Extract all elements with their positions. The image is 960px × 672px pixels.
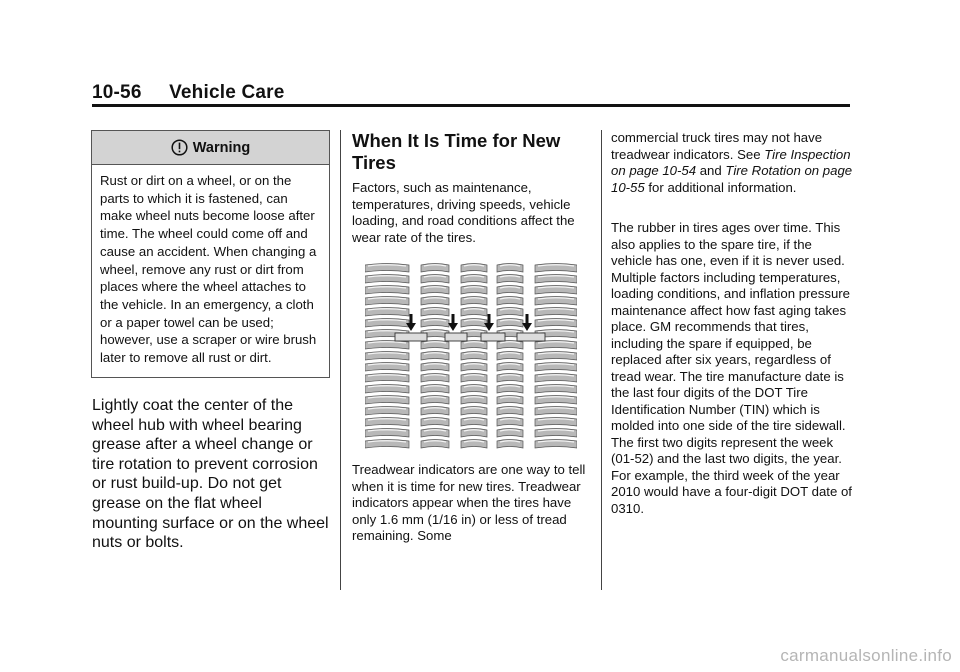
treadwear-bar bbox=[395, 333, 427, 341]
col3-text-and: and bbox=[696, 163, 726, 178]
warning-icon bbox=[171, 139, 188, 156]
column-divider-2 bbox=[601, 130, 602, 590]
indicator-arrow-icon bbox=[448, 323, 458, 331]
col1-body: Lightly coat the center of the wheel hub with wheel bearing grease after a wheel change or tire rotation to prevent corrosion or rust build-up. Do not get grease on the flat wheel mounting surface or on the wheel nuts or bolts. bbox=[92, 397, 329, 552]
warning-title: Warning bbox=[192, 139, 251, 156]
treadwear-bar bbox=[481, 333, 505, 341]
indicator-arrow-shaft bbox=[410, 314, 413, 324]
col3-para-1 bbox=[611, 130, 856, 196]
section-title: Vehicle Care bbox=[169, 82, 285, 103]
warning-box bbox=[91, 130, 330, 378]
tire-inspection-link[interactable]: Tire Inspection on page 10-54 bbox=[611, 146, 851, 178]
col3-para-2: The rubber in tires ages over time. This also applies to the spare tire, if the vehicle has one, even if it is never used. Multiple factors including temperatures, loading conditions, and inflation pressure maintenance affect how fast aging takes place. GM recommends that tires, including the spare if equipped, be replaced after six years, regardless of tread wear. The tire manufacture date is the last four digits of the DOT Tire Identification Number (TIN) which is molded into one side of the tire sidewall. The first two digits represent the week (01-52) and the last two digits, the year. For example, the third week of the year 2010 would have a four-digit DOT date of 0310. bbox=[611, 220, 852, 516]
page-header bbox=[92, 82, 285, 104]
treadwear-indicator-illustration bbox=[365, 262, 577, 450]
col3-text-b: for additional information. bbox=[644, 179, 797, 195]
indicator-arrow-shaft bbox=[452, 314, 455, 324]
column-divider-1 bbox=[340, 130, 341, 590]
indicator-arrow-shaft bbox=[488, 314, 491, 324]
treadwear-bar bbox=[445, 333, 467, 341]
header-rule bbox=[92, 104, 850, 107]
page-number: 10-56 bbox=[92, 82, 142, 103]
col2-para-2: Treadwear indicators are one way to tell when it is time for new tires. Treadwear indicators appear when the tires have only 1.6 mm (1/16 in) or less of tread remaining. Some bbox=[352, 462, 586, 543]
warning-header bbox=[92, 131, 329, 165]
tire-rotation-link[interactable]: Tire Rotation on page 10-55 bbox=[611, 163, 853, 195]
treadwear-bar bbox=[517, 333, 545, 341]
watermark: carmanualsonline.info bbox=[780, 646, 952, 665]
indicator-arrow-shaft bbox=[526, 314, 529, 324]
col2-para-1: Factors, such as maintenance, temperatures, driving speeds, vehicle loading, and road conditions affect the wear rate of the tires. bbox=[352, 180, 575, 245]
col3-text-a: commercial truck tires may not have treadwear indicators. See bbox=[611, 130, 823, 162]
indicator-arrow-icon bbox=[522, 323, 532, 331]
warning-text: Rust or dirt on a wheel, or on the parts to which it is fastened, can make wheel nuts become loose after time. The wheel could come off and cause an accident. When changing a wheel, remove any rust or dirt from places where the wheel attaches to the vehicle. In an emergency, a cloth or a paper towel can be used; however, use a scraper or wire brush later to remove all rust or dirt. bbox=[100, 173, 317, 366]
section-heading: When It Is Time for New Tires bbox=[352, 130, 561, 173]
